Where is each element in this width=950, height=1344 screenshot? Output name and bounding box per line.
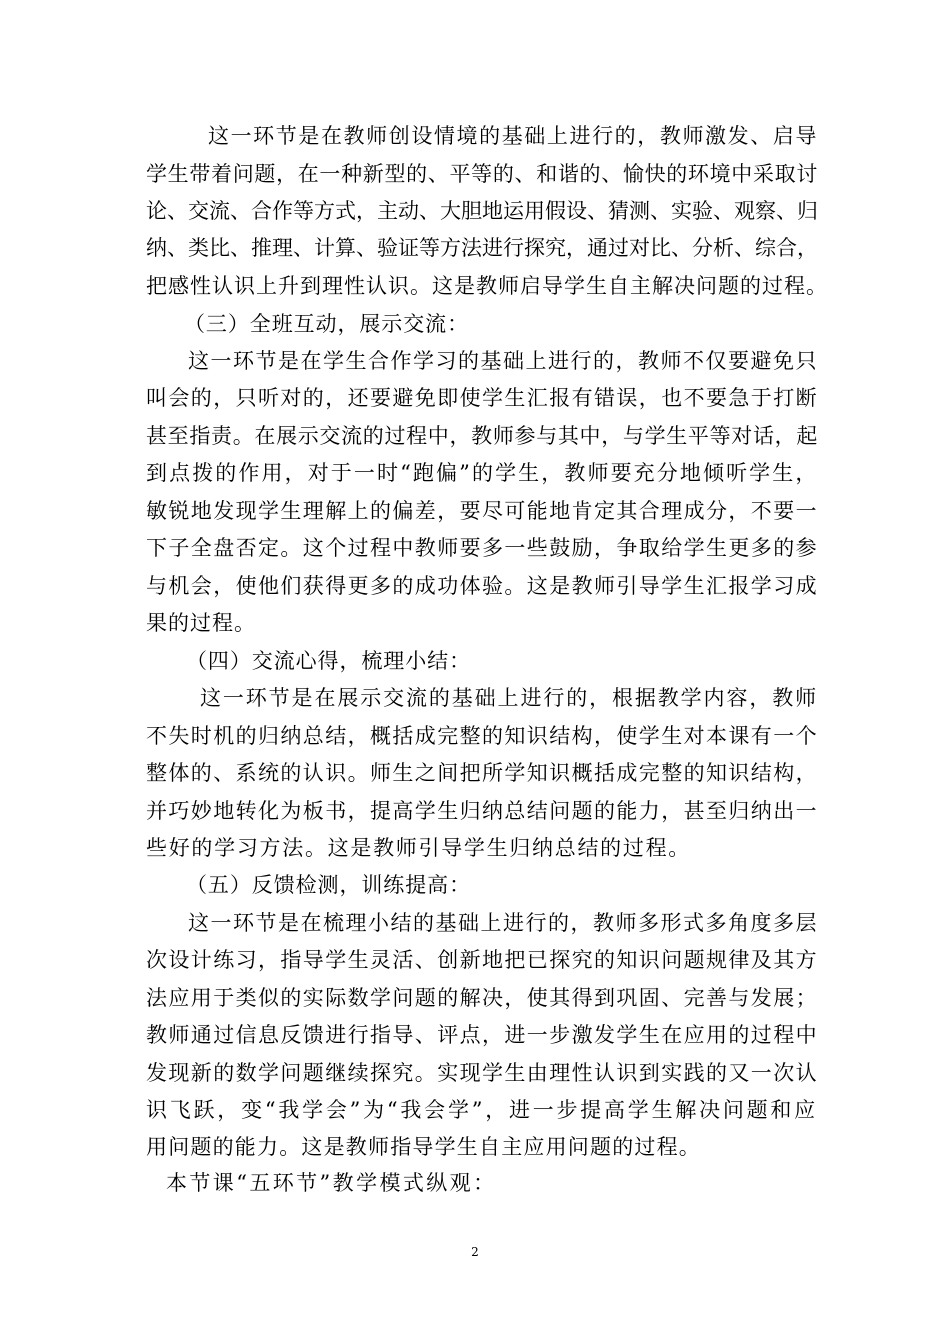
paragraph-5: 本节课“五环节”教学模式纵观： — [166, 1171, 497, 1195]
text-line: 法应用于类似的实际数学问题的解决，使其得到巩固、完善与发展； — [146, 986, 818, 1010]
text-line: 些好的学习方法。这是教师引导学生归纳总结的过程。 — [146, 836, 691, 860]
text-line: 敏锐地发现学生理解上的偏差，要尽可能地肯定其合理成分，不要一 — [146, 499, 818, 523]
text-line: 整体的、系统的认识。师生之间把所学知识概括成完整的知识结构， — [146, 761, 818, 785]
text-line: 下子全盘否定。这个过程中教师要多一些鼓励，争取给学生更多的参 — [146, 536, 818, 560]
text-line: 果的过程。 — [146, 611, 256, 635]
text-line: 次设计练习，指导学生灵活、创新地把已探究的知识问题规律及其方 — [146, 948, 818, 972]
text-line: 学生带着问题，在一种新型的、平等的、和谐的、愉快的环境中采取讨 — [146, 162, 818, 186]
text-line: 这一环节是在学生合作学习的基础上进行的，教师不仅要避免只 — [188, 349, 818, 373]
text-line: 到点拨的作用，对于一时“跑偏”的学生，教师要充分地倾听学生， — [146, 461, 819, 485]
text-line: 这一环节是在展示交流的基础上进行的，根据教学内容，教师 — [200, 686, 818, 710]
text-line: 把感性认识上升到理性认识。这是教师启导学生自主解决问题的过程。 — [146, 274, 828, 298]
text-line: 并巧妙地转化为板书，提高学生归纳总结问题的能力，甚至归纳出一 — [146, 799, 818, 823]
text-line: 发现新的数学问题继续探究。实现学生由理性认识到实践的又一次认 — [146, 1061, 818, 1085]
section-heading-4: （四）交流心得，梳理小结： — [186, 649, 471, 673]
text-line: 不失时机的归纳总结，概括成完整的知识结构，使学生对本课有一个 — [146, 724, 818, 748]
text-line: 识飞跃，变“我学会”为“我会学”，进一步提高学生解决问题和应 — [146, 1098, 818, 1122]
text-line: 用问题的能力。这是教师指导学生自主应用问题的过程。 — [146, 1135, 701, 1159]
section-heading-3: （三）全班互动，展示交流： — [184, 312, 469, 336]
text-line: 论、交流、合作等方式，主动、大胆地运用假设、猜测、实验、观察、归 — [146, 199, 818, 223]
text-line: 叫会的，只听对的，还要避免即使学生汇报有错误，也不要急于打断 — [146, 386, 818, 410]
text-line: 教师通过信息反馈进行指导、评点，进一步激发学生在应用的过程中 — [146, 1023, 818, 1047]
section-heading-5: （五）反馈检测，训练提高： — [186, 873, 471, 897]
page-number: 2 — [471, 1245, 479, 1259]
text-line: 与机会，使他们获得更多的成功体验。这是教师引导学生汇报学习成 — [146, 574, 818, 598]
text-line: 这一环节是在教师创设情境的基础上进行的，教师激发、启导 — [208, 124, 818, 148]
text-line: 这一环节是在梳理小结的基础上进行的，教师多形式多角度多层 — [188, 911, 818, 935]
text-line: 纳、类比、推理、计算、验证等方法进行探究，通过对比、分析、综合， — [146, 236, 818, 260]
text-line: 甚至指责。在展示交流的过程中，教师参与其中，与学生平等对话，起 — [146, 424, 818, 448]
